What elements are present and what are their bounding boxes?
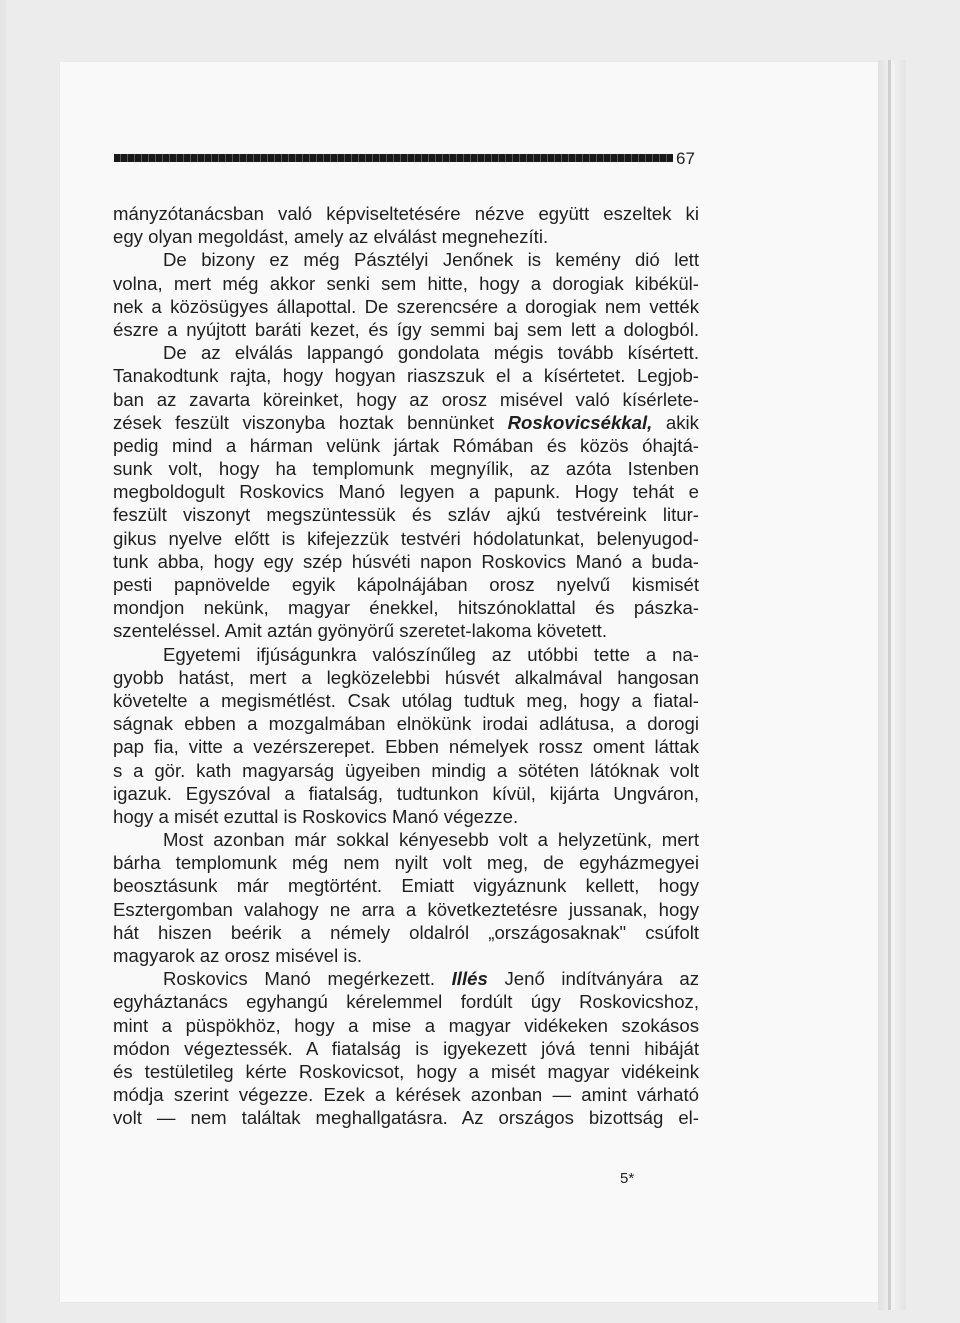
text-line: beosztásunk már megtörtént. Emiatt vigyáznunk kellett, hogy bbox=[113, 875, 699, 897]
text-line: és testületileg kérte Roskovicsot, hogy a misét magyar vidékeink bbox=[113, 1060, 699, 1082]
text-line: mondjon nekünk, magyar énekkel, hitszónoklattal és pászka- bbox=[113, 597, 699, 619]
text-line: volna, mert még akkor senki sem hitte, hogy a dorogiak kibékül- bbox=[113, 272, 699, 294]
page-number: 67 bbox=[676, 149, 695, 168]
text-line: megboldogult Roskovics Manó legyen a papunk. Hogy tehát e bbox=[113, 481, 699, 503]
text-line: ban az zavarta köreinket, hogy az orosz misével való kísérlete- bbox=[113, 388, 699, 410]
text-line-start: zések feszült viszonyba hoztak bennünket bbox=[113, 411, 494, 433]
text-line: De az elválás lappangó gondolata mégis tovább kísértett. bbox=[163, 342, 699, 364]
emphasized-name: Roskovicsékkal, bbox=[507, 411, 653, 433]
body-text bbox=[113, 202, 699, 1130]
text-line: igazuk. Egyszóval a fiatalság, tudtunkon kívül, kijárta Ungváron, bbox=[113, 782, 699, 804]
text-line: pedig mind a hárman velünk jártak Rómában és közös óhajtá- bbox=[113, 434, 699, 456]
text-line: Egyetemi ifjúságunkra valószínűleg az utóbbi tette a na- bbox=[163, 643, 699, 665]
printer-signature-mark: 5* bbox=[620, 1170, 635, 1187]
scan-right-edge bbox=[878, 60, 906, 1310]
text-line: pesti papnövelde egyik kápolnájában orosz nyelvű kismisét bbox=[113, 574, 699, 595]
text-line: Most azonban már sokkal kényesebb volt a helyzetünk, mert bbox=[163, 829, 699, 851]
text-line: mint a püspökhöz, hogy a mise a magyar vidékeken szokásos bbox=[113, 1014, 699, 1036]
text-line-end: akik bbox=[665, 411, 699, 433]
text-line: észre a nyújtott baráti kezet, és így semmi baj sem lett a dologból. bbox=[113, 318, 699, 340]
text-line: követelte a megismétlést. Csak utólag tudtuk meg, hogy a fiatal- bbox=[113, 689, 699, 711]
text-line: feszült viszonyt megszüntessük és szláv ajkú testvéreink litur- bbox=[113, 504, 699, 526]
text-line: mányzótanácsban való képviseltetésére nézve együtt eszeltek ki bbox=[113, 203, 699, 224]
text-line bbox=[113, 967, 699, 990]
text-line: szenteléssel. Amit aztán gyönyörű szeretet-lakoma követett. bbox=[113, 620, 608, 642]
text-line: nek a közösügyes állapottal. De szerencsére a dorogiak nem vették bbox=[113, 295, 699, 317]
text-line: gyobb hatást, mert a legközelebbi húsvét alkalmával hangosan bbox=[113, 666, 699, 688]
text-line bbox=[113, 411, 699, 434]
scan-right-edge-line bbox=[888, 60, 891, 1310]
emphasized-name: Illés bbox=[451, 968, 488, 990]
text-line: tunk abba, hogy egy szép húsvéti napon Roskovics Manó a buda- bbox=[113, 550, 699, 572]
text-line: pap fia, vitte a vezérszerepet. Ebben némelyek rossz oment láttak bbox=[113, 736, 699, 758]
text-line: De bizony ez még Pásztélyi Jenőnek is kemény dió lett bbox=[163, 249, 699, 271]
scan-left-edge bbox=[0, 0, 6, 1323]
text-line: módon végeztessék. A fiatalság is igyekezett jóvá tenni hibáját bbox=[113, 1037, 699, 1059]
text-line: módja szerint végezze. Ezek a kérések azonban — amint várható bbox=[113, 1084, 699, 1106]
text-line: hát hiszen beérik a némely oldalról „országosaknak" csúfolt bbox=[113, 921, 699, 943]
text-line: Tanakodtunk rajta, hogy hogyan riaszszuk el a kísértetet. Legjob- bbox=[113, 365, 699, 387]
header-decorative-rule bbox=[114, 154, 673, 162]
text-line-start: Roskovics Manó megérkezett. bbox=[163, 968, 435, 990]
text-line: hogy a misét ezuttal is Roskovics Manó végezze. bbox=[113, 805, 519, 827]
text-line: magyarok az orosz misével is. bbox=[113, 945, 363, 966]
text-line: ságnak ebben a mozgalmában elnökünk irodai adlátusa, a dorogi bbox=[113, 713, 699, 735]
text-line: volt — nem találtak meghallgatásra. Az országos bizottság el- bbox=[113, 1107, 699, 1129]
text-line-end: Jenő indítványára az bbox=[504, 968, 699, 990]
text-line: Esztergomban valahogy ne arra a következtetésre jussanak, hogy bbox=[113, 898, 699, 920]
text-line: gikus nyelve előtt is kifejezzük testvéri hódolatunkat, belenyugod- bbox=[113, 527, 699, 549]
text-line: egyháztanács egyhangú kérelemmel fordúlt úgy Roskovicshoz, bbox=[113, 991, 699, 1013]
text-line: s a gör. kath magyarság ügyeiben mindig a sötéten látóknak volt bbox=[113, 759, 699, 781]
text-line: egy olyan megoldást, amely az elválást megnehezíti. bbox=[113, 226, 549, 248]
text-line: bárha templomunk még nem nyilt volt meg, de egyházmegyei bbox=[113, 852, 699, 874]
text-line: sunk volt, hogy ha templomunk megnyílik, az azóta Istenben bbox=[113, 458, 699, 480]
